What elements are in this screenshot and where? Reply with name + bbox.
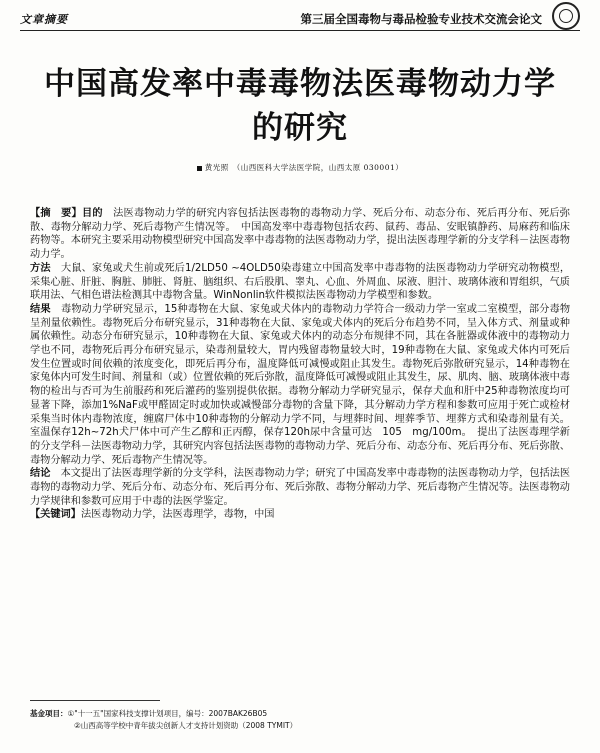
running-header: [20, 8, 580, 31]
abstract-conclusion: [30, 467, 570, 508]
funding-label: 基金项目：: [30, 709, 68, 718]
methods-text: 大鼠、家兔或犬生前或死后1/2LD50 ~4OLD50染毒建立中国高发率中毒毒物的法医毒物动力学研究动物模型，采集心脏、肝脏、胸脏、肺脏、肾脏、脑组织、右后股肌、睾丸、心血、外周血、尿液、胆汁、玻璃体液和胃组织，气质联用法、气相色谱法检测其中毒物含量。WinNonlin软件模拟法医毒物动力学模型和参数。: [30, 262, 571, 302]
conference-emblem-icon: [552, 2, 580, 30]
abstract-results: [30, 303, 570, 467]
methods-label: 方法: [30, 262, 51, 274]
footnote-divider: [30, 700, 160, 701]
author-line: [0, 162, 600, 173]
abstract-objective: [30, 207, 570, 262]
keywords-text: 法医毒物动力学，法医毒理学，毒物，中国: [80, 509, 275, 521]
abstract-methods: [30, 262, 570, 303]
header-conference: 第三届全国毒物与毒品检验专业技术交流会论文: [300, 12, 542, 26]
header-section: 文章摘要: [20, 13, 68, 26]
results-label: 结果: [30, 303, 51, 315]
conclusion-text: 本文提出了法医毒理学新的分支学科，法医毒物动力学；研究了中国高发率中毒毒物的法医毒物动力学，包括法医毒物的毒物动力学、死后分布、动态分布、死后再分布、死后弥散、毒物分解动力学、死后毒物产生情况等。法医毒物动力学规律和参数可应用于中毒的法医学鉴定。: [30, 468, 571, 507]
author-affiliation: （山西医科大学法医学院，山西太原 030001）: [232, 163, 404, 172]
results-text: 毒物动力学研究显示，15种毒物在大鼠、家兔或犬体内的毒物动力学符合一级动力学一室或二室模型，部分毒物呈剂量依赖性。毒物死后分布研究显示，31种毒物在大鼠、家兔或犬体内的死后分布趋势不同，呈入体方式、剂量或种属依赖性。动态分布研究显示，10种毒物在大鼠、家兔或犬体内的动态分布规律不同，其在各脏器或体液中的毒物动力学也不同，毒物死后再分布研究显示，染毒剂量较大，胃内残留毒物量较大时，19种毒物在大鼠、家兔或犬体内可死后发生位置或时间依赖的浓度变化，即死后再分布，温度降低可减慢或阻止其发生。毒物死后弥散研究显示，14种毒物在家兔体内可发生时间、剂量和（或）位置依赖的死后弥散，温度降低可减慢或阻止其发生，尿、肌肉、脑、玻璃体液中毒物的检出与否可为生前服药和死后灌药的鉴别提供依据。毒物分解动力学研究显示，保存犬血和肝中25种毒物浓度均可显著下降，添加1%NaF或甲醛固定时或加快或减慢部分毒物的含量下降，其分解动力学方程和参数可应用于死亡或检材采集当时体内毒物浓度，缠腐尸体中10种毒物的分解动力学不同，与埋葬时间、埋葬季节、埋葬方式和染毒剂量有关。室温保存12h~72h犬尸体中可产生乙醇和正丙醇，保存120h尿中含量可达 105 mg/100m。 提出了法医毒理学新的分支学科－法医毒物动力学，其研究内容包括法医毒物的毒物动力学、死后分布、动态分布、死后再分布、死后弥散、毒物分解动力学、死后毒物产生情况等。: [30, 303, 571, 466]
funding-item-2: ②山西高等学校中青年拔尖创新人才支持计划资助（2008 TYMIT）: [74, 721, 298, 730]
abstract-keywords: [30, 508, 570, 522]
funding-footnote: [30, 708, 570, 732]
objective-text: 法医毒物动力学的研究内容包括法医毒物的毒物动力学、死后分布、动态分布、死后再分布、死后弥散、毒物分解动力学、死后毒物产生情况等。 中国高发率中毒毒物包括农药、鼠药、毒品、安眠镇静药、局麻药和临床药物等。本研究主要采用动物模型研究中国高发率中毒毒物的法医毒物动力学，提出法医毒理学新的分支学科－法医毒物动力学。: [30, 208, 570, 261]
abstract-body: [30, 207, 570, 522]
paper-title: 中国高发率中毒毒物法医毒物动力学的研究: [44, 66, 556, 146]
objective-label: 【摘 要】目的: [30, 208, 103, 219]
author-name: 黄光照: [204, 163, 229, 172]
keywords-label: 【关键词】: [30, 509, 81, 521]
funding-item-1: ①"十一五"国家科技支撑计划项目，编号：2007BAK26B05: [67, 709, 268, 718]
author-bullet-icon: [197, 166, 202, 171]
conclusion-label: 结论: [30, 468, 51, 480]
